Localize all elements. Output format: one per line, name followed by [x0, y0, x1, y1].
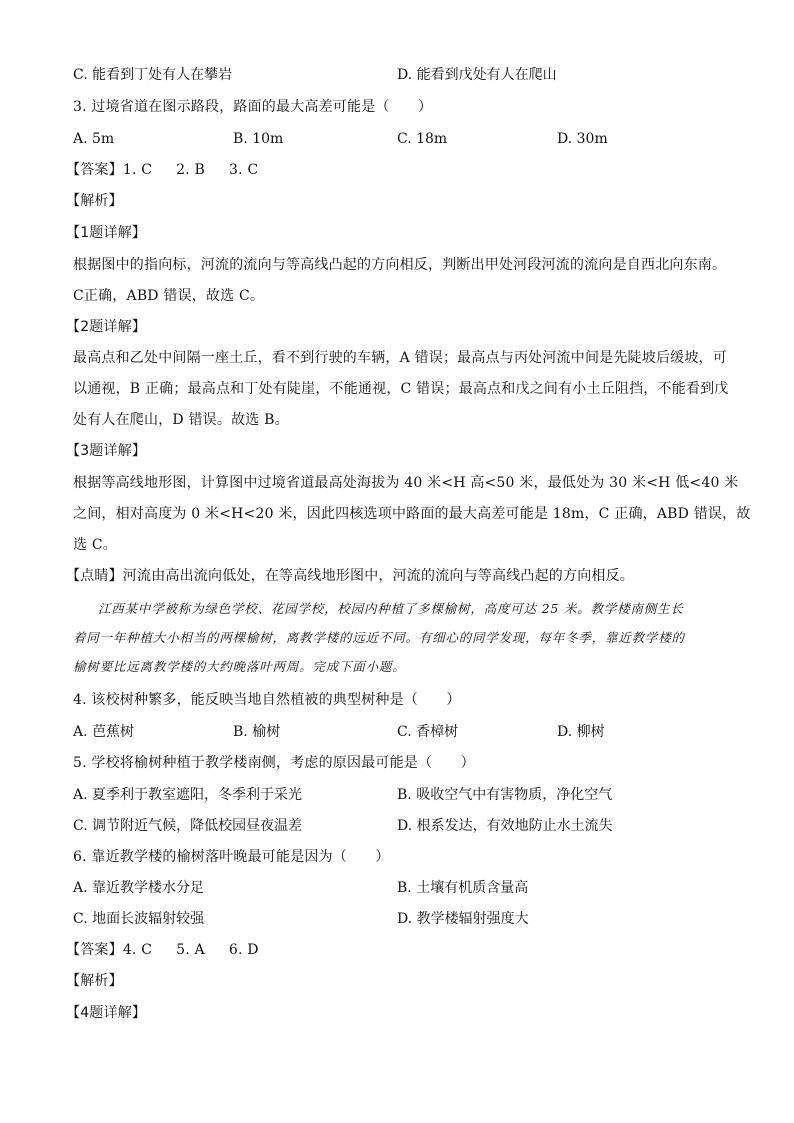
- answer-block-1: [66, 160, 258, 180]
- q6-option-b: B. 土壤有机质含量高: [397, 880, 529, 896]
- answer-3: 3. C: [229, 162, 259, 178]
- q3-stem: 3. 过境省道在图示路段，路面的最大高差可能是（ ）: [73, 99, 433, 115]
- answer-2: 2. B: [176, 162, 206, 178]
- answer-1: 1. C: [122, 162, 153, 178]
- q6-option-c: C. 地面长波辐射较强: [73, 911, 205, 927]
- q5-option-d: D. 根系发达，有效地防止水土流失: [397, 818, 613, 834]
- q3-detail-line-1: 根据等高线地形图，计算图中过境省道最高处海拔为 40 米<H 高<50 米，最低处为 30 米<H 低<40 米: [73, 475, 739, 491]
- q4-stem: 4. 该校树种繁多，能反映当地自然植被的典型树种是（ ）: [73, 692, 461, 708]
- q1-detail-line-1: 根据图中的指向标，河流的流向与等高线凸起的方向相反，判断出甲处河段河流的流向是自西北向东南。: [73, 257, 727, 273]
- q2-option-d: D. 能看到戊处有人在爬山: [397, 67, 557, 83]
- analysis-heading-2: 【解析】: [66, 973, 123, 989]
- q5-option-b: B. 吸收空气中有害物质，净化空气: [397, 787, 613, 803]
- q2-detail-line-1: 最高点和乙处中间隔一座土丘，看不到行驶的车辆，A 错误；最高点与丙处河流中间是先陡坡后缓坡，可: [73, 350, 727, 366]
- q6-option-a: A. 靠近教学楼水分足: [73, 880, 205, 896]
- q2-option-c: C. 能看到丁处有人在攀岩: [73, 67, 233, 83]
- passage-line-1: 江西某中学被称为绿色学校、花园学校，校园内种植了多棵榆树，高度可达 25 米。教学楼南侧生长: [98, 601, 684, 616]
- q1-detail-line-2: C正确，ABD 错误，故选 C。: [73, 288, 265, 304]
- q6-option-d: D. 教学楼辐射强度大: [397, 911, 529, 927]
- q3-option-a: A. 5m: [73, 131, 115, 147]
- q4-option-c: C. 香樟树: [397, 724, 459, 740]
- answer-block-2: [66, 940, 259, 960]
- passage-line-2: 着同一年种植大小相当的两棵榆树，离教学楼的远近不同。有细心的同学发现，每年冬季，靠近教学楼的: [73, 630, 685, 645]
- q3-option-d: D. 30m: [557, 131, 608, 147]
- q4-option-d: D. 柳树: [557, 724, 605, 740]
- answer-6: 6. D: [228, 942, 259, 958]
- q3-detail-title: 【3题详解】: [66, 443, 147, 459]
- q3-option-c: C. 18m: [397, 131, 448, 147]
- q4-option-a: A. 芭蕉树: [73, 724, 135, 740]
- answer-label: 【答案】: [66, 162, 123, 178]
- q3-detail-line-3: 选 C。: [73, 537, 117, 553]
- q5-stem: 5. 学校将榆树种植于教学楼南侧，考虑的原因最可能是（ ）: [73, 755, 475, 771]
- answer-5: 5. A: [176, 942, 205, 958]
- q3-option-b: B. 10m: [233, 131, 284, 147]
- q6-stem: 6. 靠近教学楼的榆树落叶晚最可能是因为（ ）: [73, 849, 390, 865]
- answer-4: 4. C: [122, 942, 153, 958]
- q3-detail-line-2: 之间，相对高度为 0 米<H<20 米，因此四核选项中路面的最大高差可能是 18m，C 正确，ABD 错误，故: [73, 506, 751, 522]
- q4-option-b: B. 榆树: [233, 724, 281, 740]
- answer-label: 【答案】: [66, 942, 123, 958]
- q2-detail-line-3: 处有人在爬山，D 错误。故选 B。: [73, 412, 289, 428]
- q5-option-a: A. 夏季利于教室遮阳，冬季利于采光: [73, 787, 303, 803]
- passage-line-3: 榆树要比远离教学楼的大约晚落叶两周。完成下面小题。: [73, 659, 406, 674]
- q2-detail-title: 【2题详解】: [66, 319, 147, 335]
- q5-option-c: C. 调节附近气候，降低校园昼夜温差: [73, 818, 303, 834]
- q1-detail-title: 【1题详解】: [66, 225, 147, 241]
- q4-detail-title: 【4题详解】: [66, 1005, 147, 1021]
- key-point: 【点睛】河流由高出流向低处，在等高线地形图中，河流的流向与等高线凸起的方向相反。: [66, 568, 634, 584]
- q2-detail-line-2: 以通视，B 正确；最高点和丁处有陡崖，不能通视，C 错误；最高点和戊之间有小土丘阻挡，不能看到戊: [73, 381, 729, 397]
- analysis-heading-1: 【解析】: [66, 193, 123, 209]
